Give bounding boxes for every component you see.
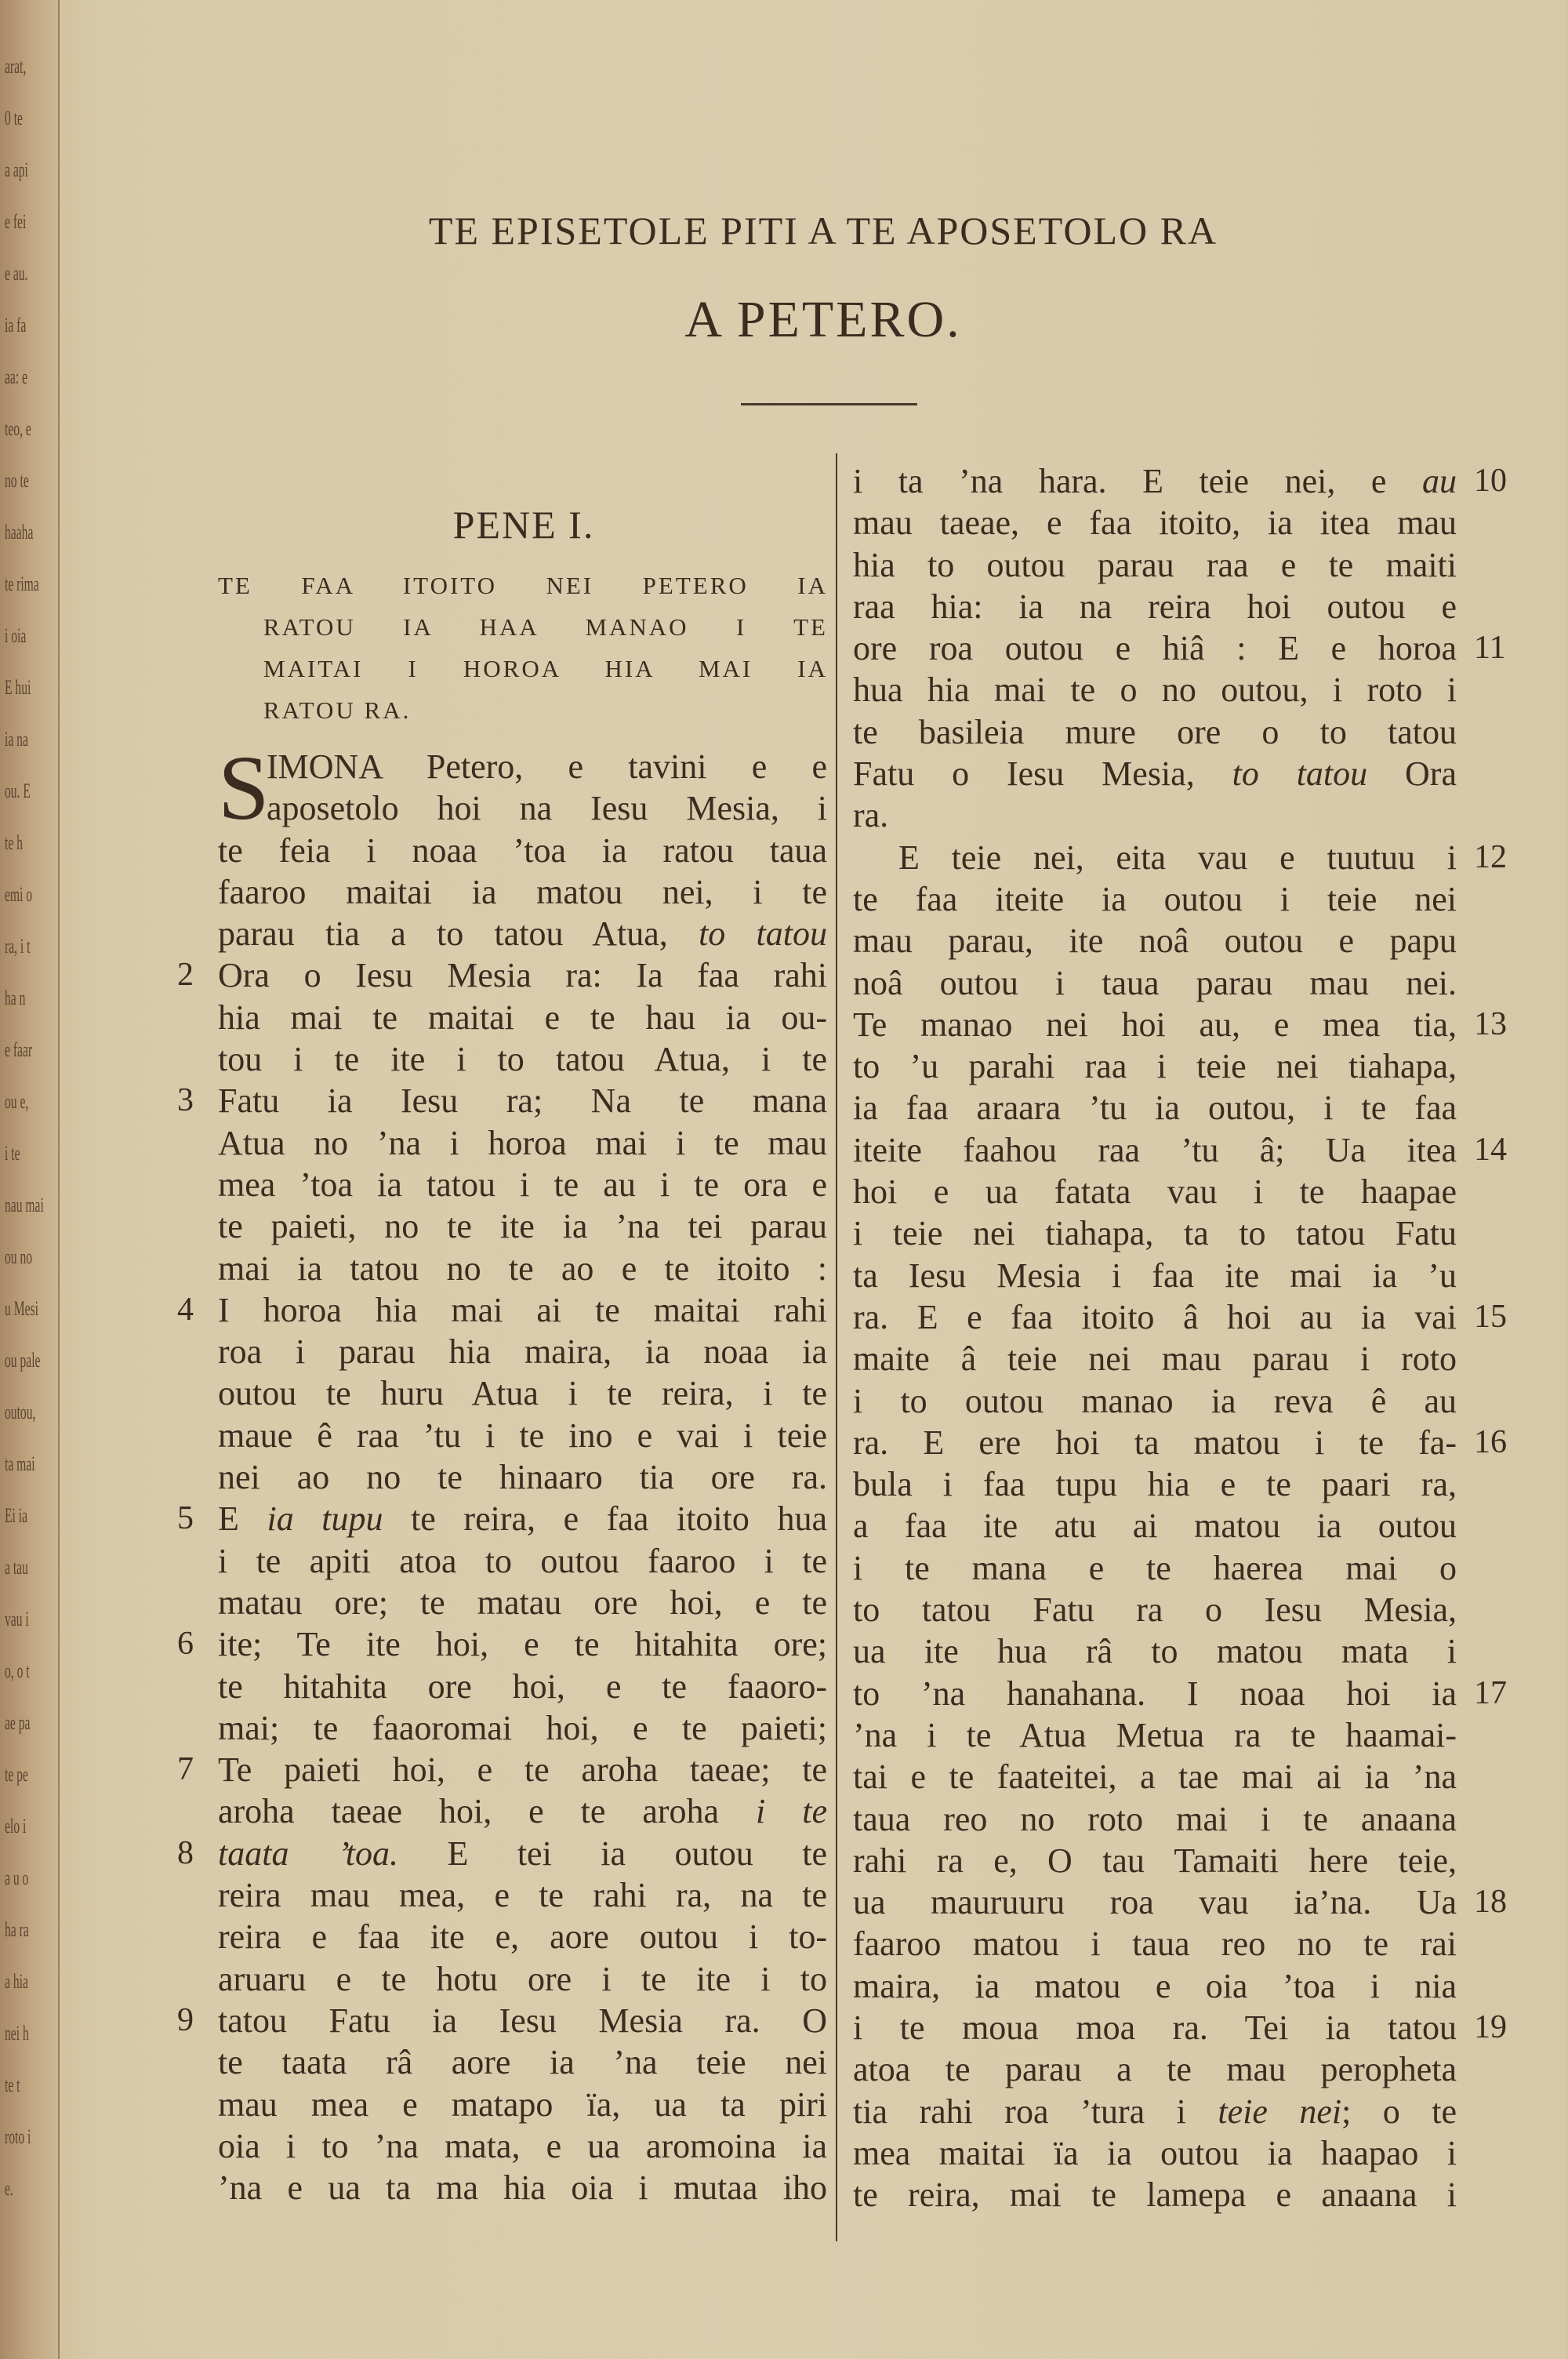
margin-fragment: te h bbox=[5, 831, 23, 854]
text-line bbox=[853, 1673, 1507, 1714]
verse-number: 2 bbox=[177, 957, 194, 994]
margin-fragment: a api bbox=[5, 158, 28, 181]
text-line bbox=[218, 1916, 827, 1957]
text-line bbox=[218, 1707, 827, 1749]
margin-fragment: ha n bbox=[5, 987, 26, 1009]
verse-number: 3 bbox=[177, 1082, 194, 1119]
text-segment: parau tia a to tatou Atua, bbox=[218, 914, 699, 954]
text-segment: reira e faa ite e, aore outou i to- bbox=[218, 1917, 827, 1957]
text-line bbox=[218, 2167, 827, 2208]
text-segment: i teie nei tiahapa, ta to tatou Fatu bbox=[853, 1214, 1457, 1253]
text-segment: faaroo maitai ia matou nei, i te bbox=[218, 872, 827, 911]
text-line bbox=[853, 669, 1457, 711]
text-line bbox=[853, 1338, 1457, 1379]
verse-number: 5 bbox=[177, 1500, 194, 1537]
text-segment: te basileia mure ore o to tatou bbox=[853, 712, 1457, 751]
italic-text: to tatou bbox=[699, 914, 827, 954]
text-segment: bula i faa tupu hia e te paari ra, bbox=[853, 1465, 1457, 1504]
text-line bbox=[218, 1540, 827, 1582]
text-line bbox=[853, 460, 1507, 502]
text-segment: tou i te ite i to tatou Atua, i te bbox=[218, 1040, 827, 1079]
italic-text: i te bbox=[756, 1792, 827, 1831]
text-line bbox=[853, 1923, 1457, 1965]
text-line bbox=[853, 2091, 1457, 2132]
margin-fragment: ia fa bbox=[5, 314, 27, 336]
text-line bbox=[177, 1289, 827, 1331]
margin-fragment: ou no bbox=[5, 1245, 33, 1268]
text-line bbox=[853, 878, 1457, 920]
text-line bbox=[853, 794, 1457, 836]
text-line bbox=[853, 2132, 1457, 2174]
text-segment: ; o te bbox=[1341, 2092, 1457, 2131]
text-line bbox=[853, 1881, 1507, 1923]
margin-fragment: vau i bbox=[5, 1608, 29, 1630]
text-segment: to tatou Fatu ra o Iesu Mesia, bbox=[853, 1590, 1457, 1630]
verse-number: 11 bbox=[1474, 630, 1506, 667]
margin-fragment: te rima bbox=[5, 572, 39, 595]
text-line bbox=[218, 1122, 827, 1164]
text-line bbox=[218, 746, 827, 787]
text-line bbox=[853, 2174, 1457, 2215]
book-title: TE EPISETOLE PITI A TE APOSETOLO RA bbox=[428, 209, 1218, 253]
margin-fragment: arat, bbox=[5, 55, 27, 78]
margin-fragment: i oia bbox=[5, 624, 27, 647]
text-segment: i ta ’na hara. E teie nei, e bbox=[853, 462, 1422, 500]
margin-fragment: e au. bbox=[5, 262, 28, 285]
text-line bbox=[218, 1164, 827, 1205]
text-line bbox=[218, 1790, 827, 1832]
summary-line: TE FAA ITOITO NEI PETERO IA bbox=[218, 572, 828, 599]
text-line bbox=[853, 1547, 1457, 1589]
margin-fragment: ta mai bbox=[5, 1452, 35, 1475]
italic-text: to tatou bbox=[1232, 754, 1368, 794]
text-segment: mai; te faaoromai hoi, e te paieti; bbox=[218, 1708, 827, 1747]
book-title-name: A PETERO. bbox=[684, 291, 962, 348]
text-line bbox=[218, 1038, 827, 1080]
text-segment: i to outou manao ia reva ê au bbox=[853, 1381, 1457, 1420]
text-segment: a faa ite atu ai matou ia outou bbox=[853, 1507, 1457, 1546]
margin-fragment: 0 te bbox=[5, 107, 23, 129]
text-segment: ua mauruuru roa vau ia’na. Ua bbox=[853, 1883, 1457, 1922]
margin-fragment: e. bbox=[5, 2177, 13, 2200]
text-segment: Fatu o Iesu Mesia, bbox=[853, 754, 1232, 794]
text-segment: te hitahita ore hoi, e te faaoro- bbox=[218, 1667, 827, 1706]
text-segment: i te moua moa ra. Tei ia tatou bbox=[853, 2008, 1457, 2047]
chapter-summary bbox=[218, 565, 828, 731]
text-line bbox=[853, 1129, 1507, 1171]
text-segment: tia rahi roa ’tura i bbox=[853, 2092, 1218, 2131]
text-segment: te paieti, no te ite ia ’na tei parau bbox=[218, 1207, 827, 1246]
summary-line: MAITAI I HOROA HIA MAI IA bbox=[263, 655, 828, 682]
text-segment: atoa te parau a te mau peropheta bbox=[853, 2050, 1457, 2089]
text-segment: taua reo no roto mai i te anaana bbox=[853, 1799, 1457, 1838]
margin-fragment: teo, e bbox=[5, 417, 31, 440]
text-segment: E teie nei, eita vau e tuutuu i bbox=[898, 838, 1457, 877]
text-segment: aposetolo hoi na Iesu Mesia, i bbox=[267, 789, 827, 828]
italic-text: teie nei bbox=[1218, 2092, 1342, 2131]
text-line bbox=[853, 1756, 1457, 1797]
text-line bbox=[853, 586, 1457, 627]
text-segment: Te paieti hoi, e te aroha taeae; te bbox=[218, 1750, 827, 1790]
margin-fragment: ou pale bbox=[5, 1349, 41, 1372]
text-line bbox=[218, 1331, 827, 1372]
text-line bbox=[853, 1505, 1457, 1547]
verse-number: 15 bbox=[1474, 1298, 1507, 1335]
text-line bbox=[853, 1255, 1457, 1296]
text-line bbox=[177, 1498, 827, 1539]
margin-fragment: te pe bbox=[5, 1763, 28, 1786]
margin-fragment: a hia bbox=[5, 1970, 28, 1993]
margin-fragment: e faar bbox=[5, 1038, 33, 1061]
text-line bbox=[853, 1004, 1507, 1045]
text-segment: te faa iteite ia outou i teie nei bbox=[853, 879, 1457, 918]
text-line bbox=[853, 753, 1457, 794]
text-segment: faaroo matou i taua reo no te rai bbox=[853, 1925, 1457, 1964]
text-segment: to ’na hanahana. I noaa hoi ia bbox=[853, 1674, 1457, 1713]
text-segment: E bbox=[218, 1499, 267, 1539]
chapter-heading: PENE I. bbox=[452, 503, 595, 547]
text-segment: ite; Te ite hoi, e te hitahita ore; bbox=[218, 1625, 827, 1664]
verse-number: 19 bbox=[1474, 2008, 1507, 2045]
text-segment: aroha taeae hoi, e te aroha bbox=[218, 1792, 757, 1831]
summary-line: RATOU IA HAA MANAO I TE bbox=[263, 613, 828, 641]
verse-number: 10 bbox=[1474, 463, 1507, 499]
text-segment: oia i to ’na mata, e ua aromoina ia bbox=[218, 2126, 827, 2165]
text-segment: maira, ia matou e oia ’toa i nia bbox=[853, 1966, 1457, 2005]
summary-line: RATOU RA. bbox=[263, 696, 412, 724]
text-segment: Ora o Iesu Mesia ra: Ia faa rahi bbox=[218, 956, 827, 995]
verse-number: 6 bbox=[177, 1626, 194, 1663]
verse-number: 14 bbox=[1474, 1131, 1507, 1168]
margin-fragment: te t bbox=[5, 2074, 20, 2096]
text-line bbox=[177, 1080, 827, 1121]
text-line bbox=[853, 2007, 1507, 2048]
text-line bbox=[853, 1422, 1507, 1463]
right-column-text bbox=[853, 460, 1507, 2215]
margin-fragment: aa: e bbox=[5, 365, 28, 388]
text-segment: te reira, mai te lamepa e anaana i bbox=[853, 2175, 1457, 2215]
text-segment: i te mana e te haerea mai o bbox=[853, 1548, 1457, 1587]
text-segment: ia faa araara ’tu ia outou, i te faa bbox=[853, 1089, 1457, 1128]
text-segment: hoi e ua fatata vau i te haapae bbox=[853, 1172, 1457, 1212]
verse-number: 12 bbox=[1474, 838, 1507, 875]
text-segment: ’na e ua ta ma hia oia i mutaa iho bbox=[218, 2168, 827, 2208]
text-segment: te reira, e faa itoito hua bbox=[383, 1499, 827, 1539]
margin-fragment: ia na bbox=[5, 728, 28, 751]
text-segment: hia mai te maitai e te hau ia ou- bbox=[218, 998, 827, 1037]
text-line bbox=[218, 2041, 827, 2083]
text-line bbox=[218, 2125, 827, 2167]
margin-fragment: haaha bbox=[5, 521, 34, 543]
text-segment: mea maitai ïa ia outou ia haapao i bbox=[853, 2133, 1457, 2172]
text-line bbox=[853, 1798, 1457, 1840]
text-line bbox=[853, 1380, 1457, 1422]
text-segment: roa i parau hia maira, ia noaa ia bbox=[218, 1332, 827, 1372]
text-segment: ta Iesu Mesia i faa ite mai ia ’u bbox=[853, 1256, 1457, 1295]
text-segment: aruaru e te hotu ore i te ite i to bbox=[218, 1959, 827, 1998]
text-segment: ra. bbox=[853, 796, 889, 835]
margin-fragment: a u o bbox=[5, 1866, 29, 1889]
verse-number: 16 bbox=[1474, 1423, 1507, 1460]
margin-fragment: ou e, bbox=[5, 1090, 29, 1113]
text-segment: te taata râ aore ia ’na teie nei bbox=[218, 2043, 827, 2082]
text-segment: ’na i te Atua Metua ra te haamai- bbox=[853, 1715, 1457, 1754]
title-rule bbox=[741, 403, 917, 405]
text-line bbox=[853, 1045, 1457, 1087]
text-segment: Te manao nei hoi au, e mea tia, bbox=[853, 1005, 1457, 1044]
text-line bbox=[218, 913, 827, 954]
text-line bbox=[218, 787, 827, 829]
text-segment: Ora bbox=[1367, 754, 1457, 794]
text-segment: te feia i noaa ’toa ia ratou taua bbox=[218, 831, 827, 870]
text-segment: matau ore; te matau ore hoi, e te bbox=[218, 1583, 827, 1622]
text-line bbox=[853, 1589, 1457, 1630]
text-segment: reira mau mea, e te rahi ra, na te bbox=[218, 1876, 827, 1915]
column-divider bbox=[836, 453, 837, 2241]
margin-fragment: a tau bbox=[5, 1556, 28, 1579]
text-line bbox=[218, 1205, 827, 1247]
text-line bbox=[853, 1171, 1457, 1212]
drop-cap: S bbox=[218, 736, 270, 839]
text-segment: ra. E e faa itoito â hoi au ia vai bbox=[853, 1297, 1457, 1336]
margin-fragment: emi o bbox=[5, 883, 33, 906]
text-line bbox=[218, 871, 827, 913]
text-line bbox=[853, 1463, 1457, 1505]
text-line bbox=[177, 2000, 827, 2041]
verse-number: 18 bbox=[1474, 1884, 1507, 1921]
text-line bbox=[218, 1415, 827, 1456]
text-line bbox=[853, 544, 1457, 586]
text-segment: tai e te faateitei, a tae mai ai ia ’na bbox=[853, 1757, 1457, 1797]
text-line bbox=[853, 711, 1457, 753]
text-line bbox=[853, 627, 1506, 669]
text-line bbox=[177, 1833, 828, 1874]
text-segment: maite â teie nei mau parau i roto bbox=[853, 1339, 1457, 1379]
verse-number: 13 bbox=[1474, 1005, 1507, 1042]
text-segment: maue ê raa ’tu i te ino e vai i teie bbox=[218, 1416, 827, 1455]
margin-fragment: ra, i t bbox=[5, 935, 31, 958]
text-line bbox=[177, 1623, 827, 1665]
text-segment: Fatu ia Iesu ra; Na te mana bbox=[218, 1081, 827, 1121]
text-line bbox=[853, 1212, 1457, 1254]
text-segment: hua hia mai te o no outou, i roto i bbox=[853, 671, 1457, 710]
italic-text: taata ’toa. bbox=[218, 1834, 398, 1873]
text-segment: to ’u parahi raa i teie nei tiahapa, bbox=[853, 1047, 1457, 1086]
margin-fragment: nau mai bbox=[5, 1194, 44, 1216]
text-line bbox=[853, 837, 1507, 878]
margin-fragment: roto i bbox=[5, 2125, 31, 2148]
text-segment: Atua no ’na i horoa mai i te mau bbox=[218, 1123, 827, 1162]
text-line bbox=[218, 830, 827, 871]
text-line bbox=[177, 954, 827, 996]
margin-fragment: nei h bbox=[5, 2022, 29, 2045]
text-segment: outou te huru Atua i te reira, i te bbox=[218, 1374, 827, 1413]
text-segment: hia to outou parau raa e te maiti bbox=[853, 545, 1457, 584]
margin-fragment: o, o t bbox=[5, 1659, 30, 1682]
text-line bbox=[218, 1666, 827, 1707]
text-segment: I horoa hia mai ai te maitai rahi bbox=[218, 1290, 827, 1329]
text-line bbox=[853, 502, 1457, 543]
margin-fragment: no te bbox=[5, 469, 29, 492]
margin-fragment: E hui bbox=[5, 676, 31, 699]
verse-number: 17 bbox=[1474, 1674, 1507, 1711]
text-line bbox=[853, 962, 1457, 1004]
text-line bbox=[853, 1296, 1507, 1338]
text-segment: IMONA Petero, e tavini e e bbox=[267, 747, 827, 786]
margin-fragment: elo i bbox=[5, 1815, 27, 1837]
margin-fragment: e fei bbox=[5, 210, 27, 233]
margin-fragment: Ei ia bbox=[5, 1504, 28, 1527]
text-line bbox=[218, 2084, 827, 2125]
text-line bbox=[218, 997, 827, 1038]
text-segment: nei ao no te hinaaro tia ore ra. bbox=[218, 1458, 827, 1497]
italic-text: ia tupu bbox=[267, 1499, 383, 1539]
text-segment: rahi ra e, O tau Tamaiti here teie, bbox=[853, 1841, 1457, 1880]
text-segment: mau taeae, e faa itoito, ia itea mau bbox=[853, 503, 1457, 543]
text-line bbox=[853, 920, 1457, 961]
margin-fragment: u Mesi bbox=[5, 1297, 38, 1320]
text-line bbox=[218, 1372, 827, 1414]
text-line bbox=[218, 1958, 827, 2000]
previous-page-edge bbox=[0, 0, 60, 2359]
verse-number: 4 bbox=[177, 1291, 194, 1328]
margin-fragment: outou, bbox=[5, 1401, 36, 1423]
text-line bbox=[218, 1874, 827, 1916]
margin-fragment: ou. E bbox=[5, 780, 31, 802]
text-line bbox=[853, 1714, 1457, 1756]
text-line bbox=[177, 1749, 827, 1790]
text-segment: mau parau, ite noâ outou e papu bbox=[853, 921, 1457, 961]
text-segment: i te apiti atoa to outou faaroo i te bbox=[218, 1541, 827, 1580]
left-column-text bbox=[177, 736, 828, 2208]
text-segment: noâ outou i taua parau mau nei. bbox=[853, 963, 1457, 1002]
text-line bbox=[853, 2048, 1457, 2090]
margin-fragment: ha ra bbox=[5, 1918, 29, 1941]
text-segment: E tei ia outou te bbox=[397, 1834, 828, 1873]
text-line bbox=[218, 1582, 827, 1623]
text-segment: mau mea e matapo ïa, ua ta piri bbox=[218, 2085, 827, 2124]
italic-text: au bbox=[1422, 462, 1457, 500]
text-segment: ua ite hua râ to matou mata i bbox=[853, 1632, 1457, 1671]
text-line bbox=[853, 1630, 1457, 1672]
text-line bbox=[853, 1087, 1457, 1129]
text-segment: raa hia: ia na reira hoi outou e bbox=[853, 587, 1457, 626]
text-segment: mai ia tatou no te ao e te itoito : bbox=[218, 1249, 827, 1288]
text-segment: tatou Fatu ia Iesu Mesia ra. O bbox=[218, 2001, 827, 2040]
margin-fragment: ae pa bbox=[5, 1711, 31, 1734]
text-segment: ore roa outou e hiâ : E e horoa bbox=[853, 629, 1457, 668]
verse-number: 8 bbox=[177, 1834, 194, 1871]
text-line bbox=[218, 1456, 827, 1498]
text-line bbox=[853, 1965, 1457, 2007]
text-segment: mea ’toa ia tatou i te au i te ora e bbox=[218, 1165, 827, 1204]
text-segment: ra. E ere hoi ta matou i te fa- bbox=[853, 1423, 1457, 1462]
verse-number: 7 bbox=[177, 1751, 194, 1788]
text-line bbox=[853, 1840, 1457, 1881]
verse-number: 9 bbox=[177, 2001, 194, 2038]
text-segment: iteite faahou raa ’tu â; Ua itea bbox=[853, 1130, 1457, 1169]
margin-fragment: i te bbox=[5, 1142, 20, 1165]
text-line bbox=[218, 1248, 827, 1289]
